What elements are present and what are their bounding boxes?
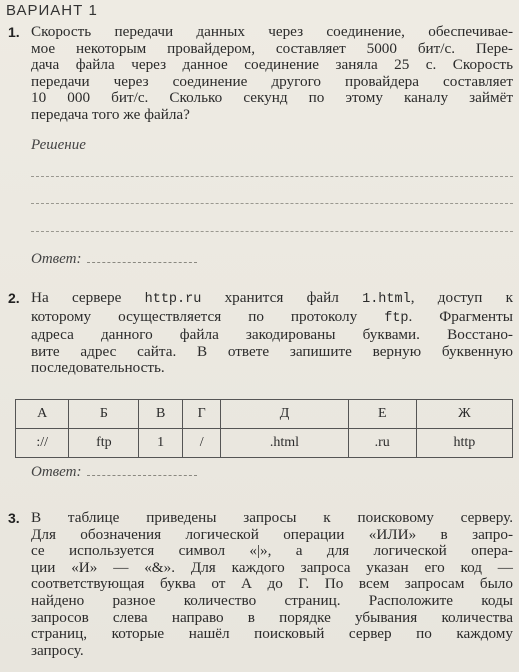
text-line: запросов слева направо в порядке убывания количества	[31, 608, 513, 626]
table-cell: /	[182, 429, 220, 458]
table-cell: http	[416, 429, 512, 458]
text-line: передачи через соединение другого провайдера составляет	[31, 72, 513, 90]
table-cell: А	[16, 400, 69, 429]
text-line: мое некоторым провайдером, составляет 5000 бит/с. Пере-	[31, 39, 513, 57]
text-line	[31, 309, 513, 328]
text-fragment: На сервере	[31, 289, 145, 306]
answer-label: Ответ:	[31, 464, 82, 480]
text-fragment: . Фрагменты	[408, 307, 513, 325]
task-1-text	[31, 24, 513, 124]
solution-line[interactable]	[31, 231, 513, 232]
task-number: 3.	[8, 510, 20, 526]
text-line	[31, 290, 513, 309]
text-fragment: которому осуществляется по протоколу	[31, 307, 385, 325]
table-row-letters	[16, 400, 513, 429]
solution-line[interactable]	[31, 176, 513, 177]
variant-heading: ВАРИАНТ 1	[6, 2, 98, 19]
text-line: страниц, которые нашёл поисковый сервер по каждому	[31, 625, 513, 643]
answer-field[interactable]	[87, 475, 197, 476]
table-cell: Д	[221, 400, 348, 429]
table-cell: Б	[69, 400, 139, 429]
text-line: последовательность.	[31, 359, 165, 377]
text-line: дача файла через данное соединение заняла 25 с. Скорость	[31, 56, 513, 74]
answer-label: Ответ:	[31, 251, 82, 267]
text-line: се используется символ «|», а для логической опера-	[31, 542, 513, 560]
table-cell: Г	[182, 400, 220, 429]
task-number: 1.	[8, 24, 20, 40]
text-line: вите адрес сайта. В ответе запишите верную буквенную	[31, 342, 513, 360]
table-cell: Ж	[416, 400, 512, 429]
text-line: Для обозначения логической операции «ИЛИ» в запро-	[31, 525, 513, 543]
table-cell: .html	[221, 429, 348, 458]
text-fragment: , доступ к	[410, 289, 513, 306]
text-line: ции «И» — «&». Для каждого запроса указан его код —	[31, 558, 513, 576]
table-cell: .ru	[348, 429, 416, 458]
text-line: передача того же файла?	[31, 105, 190, 123]
task-2-text	[31, 290, 513, 377]
file-name: 1.html	[362, 292, 411, 307]
text-line: Скорость передачи данных через соединение, обеспечивае-	[31, 23, 513, 40]
task-number: 2.	[8, 290, 20, 306]
table-cell: ftp	[69, 429, 139, 458]
text-line: соответствующая буква от А до Г. По всем запросам было	[31, 575, 513, 593]
text-line: В таблице приведены запросы к поисковому серверу.	[31, 509, 513, 526]
answer-field[interactable]	[87, 262, 197, 263]
table-cell: ://	[16, 429, 69, 458]
table-row-fragments	[16, 429, 513, 458]
table-cell: В	[139, 400, 183, 429]
table-cell: Е	[348, 400, 416, 429]
text-fragment: хранится файл	[201, 289, 363, 306]
answer-row	[31, 251, 197, 268]
solution-label: Решение	[31, 137, 86, 153]
protocol-name: ftp	[384, 310, 409, 326]
solution-line[interactable]	[31, 203, 513, 204]
task-3-text	[31, 510, 513, 659]
text-line: 10 000 бит/с. Сколько секунд по этому каналу займёт	[31, 89, 513, 107]
address-fragments-table	[15, 399, 513, 458]
text-line: адреса данного файла закодированы буквами. Восстано-	[31, 326, 513, 344]
server-name: http.ru	[144, 292, 202, 307]
table-cell: 1	[139, 429, 183, 458]
answer-row	[31, 464, 197, 481]
text-line: найдено разное количество страниц. Расположите коды	[31, 591, 513, 609]
text-line: запросу.	[31, 641, 84, 659]
